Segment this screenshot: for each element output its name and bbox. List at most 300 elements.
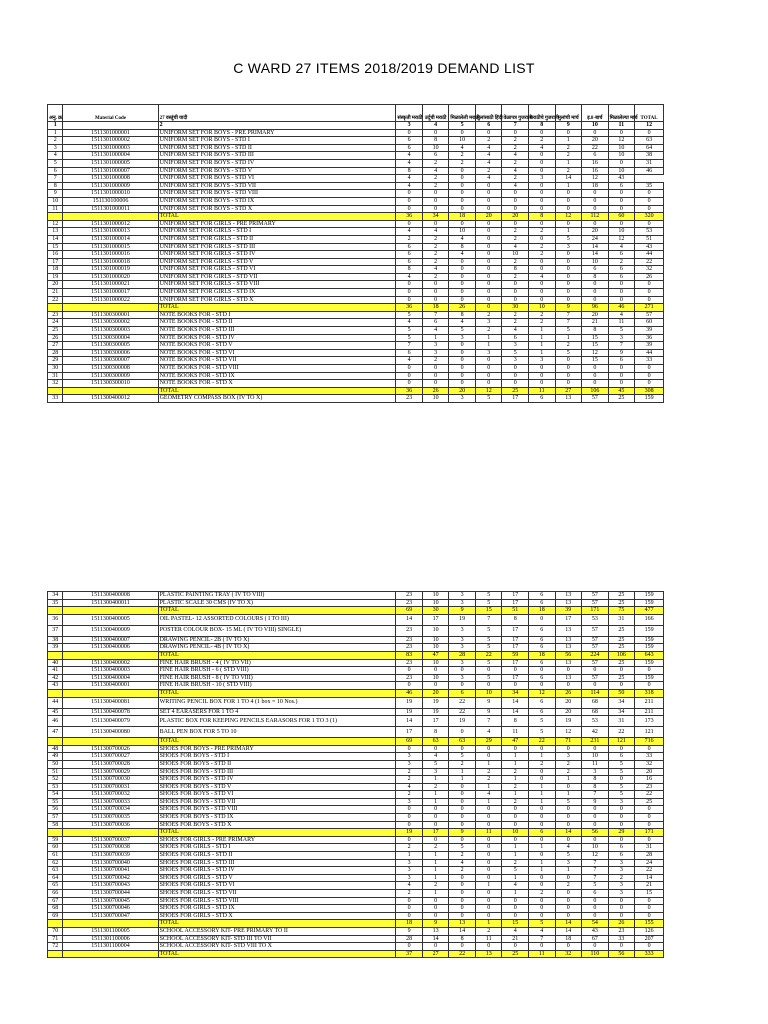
qty-cell: 0	[582, 296, 609, 304]
total-cell: 0	[635, 281, 664, 289]
qty-cell: 1	[475, 760, 502, 768]
table-row	[48, 783, 664, 791]
qty-cell: 0	[555, 289, 582, 297]
qty-cell: 13	[555, 395, 582, 403]
page-title: C WARD 27 ITEMS 2018/2019 DEMAND LIST	[233, 60, 535, 76]
qty-cell: 26	[608, 920, 635, 928]
qty-cell: 4	[529, 273, 556, 281]
total-cell: 33	[635, 357, 664, 365]
qty-cell: 0	[502, 682, 529, 690]
qty-cell: 1	[502, 760, 529, 768]
qty-cell: 3	[422, 349, 449, 357]
total-row	[48, 304, 664, 312]
qty-cell: 3	[529, 175, 556, 183]
qty-cell: 0	[449, 258, 476, 266]
sr-cell: 1	[48, 129, 63, 137]
total-cell: 57	[635, 311, 664, 319]
qty-cell: 19	[449, 716, 476, 727]
qty-cell: 11	[502, 727, 529, 738]
table-row	[48, 205, 664, 213]
qty-cell: 19	[449, 614, 476, 625]
qty-cell: 0	[529, 167, 556, 175]
material-code-cell: 1511301000004	[63, 152, 158, 160]
qty-cell: 0	[608, 365, 635, 373]
qty-cell: 0	[608, 197, 635, 205]
material-code-cell: 1511300700029	[63, 768, 158, 776]
item-name-cell: POSTER COLOUR BOX- 15 ML ( IV TO VIII) SINGLE)	[158, 625, 396, 636]
item-name-cell: SCHOOL ACCESSORY KIT- STD III TO VII	[158, 935, 396, 943]
qty-cell: 3	[449, 599, 476, 607]
total-cell: 320	[635, 213, 664, 221]
sr-cell: 26	[48, 334, 63, 342]
item-name-cell: TOTAL	[158, 651, 396, 659]
qty-cell: 1	[529, 859, 556, 867]
qty-cell: 0	[555, 897, 582, 905]
sr-cell: 28	[48, 349, 63, 357]
qty-cell: 106	[608, 651, 635, 659]
qty-cell: 1	[555, 791, 582, 799]
qty-cell: 5	[475, 674, 502, 682]
qty-cell: 0	[555, 783, 582, 791]
qty-cell: 6	[608, 844, 635, 852]
qty-cell: 0	[422, 897, 449, 905]
sr-cell: 15	[48, 243, 63, 251]
qty-cell: 0	[475, 243, 502, 251]
qty-cell: 0	[422, 380, 449, 388]
qty-cell: 0	[396, 365, 423, 373]
material-code-cell: 1511300400080	[63, 727, 158, 738]
qty-cell: 5	[449, 753, 476, 761]
sr-cell: 46	[48, 716, 63, 727]
qty-cell: 9	[582, 798, 609, 806]
table-row	[48, 708, 664, 716]
total-cell: 333	[635, 950, 664, 958]
qty-cell: 6	[582, 890, 609, 898]
qty-cell: 0	[449, 365, 476, 373]
demand-table-page-2	[47, 591, 664, 958]
qty-cell: 0	[608, 296, 635, 304]
qty-cell: 4	[449, 251, 476, 259]
qty-cell: 0	[396, 205, 423, 213]
qty-cell: 3	[608, 334, 635, 342]
qty-cell: 0	[582, 289, 609, 297]
qty-cell: 2	[396, 844, 423, 852]
qty-cell: 1	[555, 159, 582, 167]
material-code-cell: 1511301000005	[63, 159, 158, 167]
qty-cell: 0	[582, 667, 609, 675]
qty-cell: 15	[502, 920, 529, 928]
qty-cell: 2	[449, 159, 476, 167]
sr-cell	[48, 651, 63, 659]
qty-cell: 31	[608, 614, 635, 625]
sr-cell: 33	[48, 395, 63, 403]
qty-cell: 0	[475, 182, 502, 190]
qty-cell: 0	[529, 912, 556, 920]
qty-cell: 11	[608, 319, 635, 327]
total-cell: 171	[635, 829, 664, 837]
qty-cell: 17	[502, 674, 529, 682]
qty-cell: 224	[582, 651, 609, 659]
qty-cell: 0	[449, 190, 476, 198]
header-col: इ.8-बार्च	[582, 105, 609, 122]
table-row	[48, 927, 664, 935]
qty-cell: 18	[529, 651, 556, 659]
qty-cell: 0	[449, 197, 476, 205]
qty-cell: 3	[449, 625, 476, 636]
qty-cell: 0	[449, 727, 476, 738]
sr-cell: 62	[48, 859, 63, 867]
qty-cell: 14	[582, 243, 609, 251]
qty-cell: 0	[449, 281, 476, 289]
total-cell: 166	[635, 614, 664, 625]
qty-cell: 14	[396, 716, 423, 727]
qty-cell: 0	[582, 129, 609, 137]
qty-cell: 14	[555, 829, 582, 837]
qty-cell: 0	[422, 943, 449, 951]
total-cell: 0	[635, 897, 664, 905]
qty-cell: 0	[449, 882, 476, 890]
sr-cell	[48, 607, 63, 615]
material-code-cell: 1511300700034	[63, 806, 158, 814]
qty-cell: 28	[396, 935, 423, 943]
table-row	[48, 281, 664, 289]
item-name-cell: SET 4 EARASERS FOR 1 TO 4	[158, 708, 396, 716]
table-row	[48, 912, 664, 920]
qty-cell: 0	[608, 289, 635, 297]
qty-cell: 1	[422, 874, 449, 882]
qty-cell: 34	[502, 689, 529, 697]
sr-cell: 2	[48, 137, 63, 145]
sr-cell: 71	[48, 935, 63, 943]
table-row	[48, 144, 664, 152]
qty-cell: 0	[396, 806, 423, 814]
sr-cell: 49	[48, 753, 63, 761]
total-cell: 0	[635, 380, 664, 388]
qty-cell: 1	[422, 867, 449, 875]
qty-cell: 4	[396, 175, 423, 183]
sr-cell: 22	[48, 296, 63, 304]
colnum: 3	[396, 122, 423, 130]
qty-cell: 6	[422, 152, 449, 160]
qty-cell: 5	[555, 327, 582, 335]
qty-cell: 0	[608, 776, 635, 784]
sr-cell: 3	[48, 144, 63, 152]
qty-cell: 0	[396, 943, 423, 951]
table-row	[48, 311, 664, 319]
qty-cell: 0	[422, 205, 449, 213]
sr-cell: 12	[48, 220, 63, 228]
qty-cell: 0	[608, 205, 635, 213]
qty-cell: 15	[582, 357, 609, 365]
item-name-cell: UNIFORM SET FOR GIRLS - STD II	[158, 235, 396, 243]
material-code-cell: 1511300700044	[63, 890, 158, 898]
table-row	[48, 806, 664, 814]
material-code-cell: 1511301000018	[63, 258, 158, 266]
qty-cell: 4	[396, 152, 423, 160]
qty-cell: 18	[555, 935, 582, 943]
qty-cell: 13	[555, 636, 582, 644]
qty-cell: 110	[582, 950, 609, 958]
qty-cell: 5	[502, 349, 529, 357]
item-name-cell: NOTE BOOKS FOR - STD VI	[158, 349, 396, 357]
qty-cell: 6	[529, 644, 556, 652]
table-row	[48, 614, 664, 625]
qty-cell: 0	[582, 197, 609, 205]
item-name-cell: SHOES FOR GIRLS - PRE PRIMARY	[158, 836, 396, 844]
qty-cell: 10	[422, 395, 449, 403]
qty-cell: 4	[396, 783, 423, 791]
colnum: 12	[635, 122, 664, 130]
item-name-cell: NOTE BOOKS FOR - STD VII	[158, 357, 396, 365]
qty-cell: 1	[529, 867, 556, 875]
material-code-cell	[63, 304, 158, 312]
table-row	[48, 182, 664, 190]
qty-cell: 0	[475, 365, 502, 373]
qty-cell: 10	[608, 144, 635, 152]
qty-cell: 0	[555, 874, 582, 882]
qty-cell: 106	[582, 387, 609, 395]
qty-cell: 6	[396, 349, 423, 357]
qty-cell: 4	[529, 927, 556, 935]
column-number-row	[48, 122, 664, 130]
qty-cell: 22	[449, 697, 476, 708]
material-code-cell: 1511300400081	[63, 697, 158, 708]
sr-cell: 59	[48, 836, 63, 844]
qty-cell: 2	[502, 859, 529, 867]
qty-cell: 0	[449, 783, 476, 791]
qty-cell: 0	[555, 890, 582, 898]
qty-cell: 18	[529, 607, 556, 615]
total-cell: 0	[635, 220, 664, 228]
qty-cell: 16	[582, 167, 609, 175]
qty-cell: 0	[449, 912, 476, 920]
qty-cell: 23	[608, 927, 635, 935]
sr-cell: 19	[48, 273, 63, 281]
table-row	[48, 319, 664, 327]
sr-cell: 56	[48, 806, 63, 814]
qty-cell: 8	[529, 213, 556, 221]
qty-cell: 3	[449, 592, 476, 600]
qty-cell: 4	[422, 327, 449, 335]
sr-cell	[48, 387, 63, 395]
qty-cell: 0	[582, 372, 609, 380]
qty-cell: 1	[396, 852, 423, 860]
qty-cell: 0	[449, 814, 476, 822]
qty-cell: 0	[608, 372, 635, 380]
qty-cell: 0	[608, 159, 635, 167]
qty-cell: 0	[396, 190, 423, 198]
material-code-cell: 1511301000009	[63, 182, 158, 190]
item-name-cell: SHOES FOR BOYS - STD VII	[158, 798, 396, 806]
qty-cell: 2	[529, 137, 556, 145]
material-code-cell: 1511300400079	[63, 716, 158, 727]
total-cell: 0	[635, 836, 664, 844]
qty-cell: 25	[608, 674, 635, 682]
total-cell: 0	[635, 814, 664, 822]
qty-cell: 2	[502, 228, 529, 236]
qty-cell: 69	[396, 607, 423, 615]
sr-cell: 31	[48, 372, 63, 380]
material-code-cell: 1511300400008	[63, 592, 158, 600]
qty-cell: 0	[475, 905, 502, 913]
sr-cell: 21	[48, 289, 63, 297]
qty-cell: 8	[449, 935, 476, 943]
qty-cell: 10	[582, 258, 609, 266]
total-cell: 0	[635, 296, 664, 304]
qty-cell: 0	[529, 205, 556, 213]
qty-cell: 0	[475, 266, 502, 274]
qty-cell: 10	[422, 599, 449, 607]
qty-cell: 4	[422, 167, 449, 175]
qty-cell: 68	[582, 697, 609, 708]
qty-cell: 0	[555, 129, 582, 137]
item-name-cell: SHOES FOR BOYS - STD III	[158, 768, 396, 776]
qty-cell: 2	[502, 319, 529, 327]
sr-cell: 68	[48, 905, 63, 913]
qty-cell: 20	[582, 228, 609, 236]
qty-cell: 2	[555, 882, 582, 890]
sr-cell: 18	[48, 266, 63, 274]
qty-cell: 0	[475, 235, 502, 243]
qty-cell: 12	[608, 235, 635, 243]
qty-cell: 5	[608, 760, 635, 768]
total-cell: 0	[635, 129, 664, 137]
table-row	[48, 251, 664, 259]
total-cell: 159	[635, 644, 664, 652]
material-code-cell: 1511301100005	[63, 927, 158, 935]
qty-cell: 2	[529, 760, 556, 768]
qty-cell: 2	[502, 159, 529, 167]
qty-cell: 0	[502, 821, 529, 829]
qty-cell: 57	[582, 599, 609, 607]
qty-cell: 0	[475, 682, 502, 690]
qty-cell: 19	[422, 697, 449, 708]
qty-cell: 4	[396, 357, 423, 365]
total-cell: 64	[635, 144, 664, 152]
item-name-cell: UNIFORM SET FOR BOYS - STD VI	[158, 175, 396, 183]
material-code-cell: 1511300400007	[63, 636, 158, 644]
qty-cell: 2	[422, 251, 449, 259]
sr-cell: 9	[48, 190, 63, 198]
qty-cell: 4	[396, 273, 423, 281]
qty-cell: 23	[396, 599, 423, 607]
sr-cell: 55	[48, 798, 63, 806]
item-name-cell: UNIFORM SET FOR BOYS - STD IV	[158, 159, 396, 167]
qty-cell: 7	[582, 867, 609, 875]
qty-cell: 56	[582, 829, 609, 837]
qty-cell: 0	[449, 220, 476, 228]
qty-cell: 4	[475, 159, 502, 167]
qty-cell: 0	[582, 821, 609, 829]
qty-cell: 11	[582, 760, 609, 768]
qty-cell: 4	[396, 882, 423, 890]
total-cell: 25	[635, 798, 664, 806]
material-code-cell: 1511300700038	[63, 844, 158, 852]
table-row	[48, 190, 664, 198]
qty-cell: 0	[555, 372, 582, 380]
qty-cell: 0	[475, 129, 502, 137]
sr-cell: 69	[48, 912, 63, 920]
qty-cell: 0	[422, 806, 449, 814]
qty-cell: 0	[396, 129, 423, 137]
qty-cell: 0	[582, 836, 609, 844]
qty-cell: 0	[608, 912, 635, 920]
qty-cell: 0	[422, 281, 449, 289]
item-name-cell: UNIFORM SET FOR GIRLS - PRE PRIMARY	[158, 220, 396, 228]
qty-cell: 47	[502, 738, 529, 746]
table-row	[48, 659, 664, 667]
qty-cell: 2	[422, 273, 449, 281]
qty-cell: 46	[608, 304, 635, 312]
table-row	[48, 852, 664, 860]
total-cell: 20	[635, 768, 664, 776]
qty-cell: 17	[396, 727, 423, 738]
qty-cell: 0	[396, 905, 423, 913]
total-cell: 0	[635, 372, 664, 380]
table-row	[48, 844, 664, 852]
qty-cell: 2	[475, 776, 502, 784]
table-row	[48, 175, 664, 183]
total-cell: 63	[635, 137, 664, 145]
qty-cell: 0	[555, 745, 582, 753]
total-cell: 39	[635, 327, 664, 335]
qty-cell: 18	[422, 304, 449, 312]
item-name-cell: DRAWING PENCIL- 2B ( IV TO X)	[158, 636, 396, 644]
qty-cell: 18	[449, 213, 476, 221]
item-name-cell: UNIFORM SET FOR BOYS - STD III	[158, 152, 396, 160]
qty-cell: 3	[608, 867, 635, 875]
qty-cell: 17	[502, 592, 529, 600]
qty-cell: 0	[529, 159, 556, 167]
qty-cell: 10	[422, 674, 449, 682]
qty-cell: 0	[582, 205, 609, 213]
qty-cell: 3	[582, 768, 609, 776]
qty-cell: 0	[555, 357, 582, 365]
qty-cell: 5	[555, 798, 582, 806]
qty-cell: 0	[396, 814, 423, 822]
material-code-cell: 1511301000008	[63, 175, 158, 183]
qty-cell: 4	[475, 152, 502, 160]
sr-cell: 37	[48, 625, 63, 636]
qty-cell: 45	[608, 387, 635, 395]
material-code-cell: 1511300300008	[63, 365, 158, 373]
qty-cell: 18	[582, 182, 609, 190]
qty-cell: 0	[396, 745, 423, 753]
qty-cell: 0	[422, 296, 449, 304]
table-row	[48, 753, 664, 761]
qty-cell: 14	[449, 927, 476, 935]
qty-cell: 13	[555, 659, 582, 667]
qty-cell: 10	[502, 829, 529, 837]
total-cell: 43	[635, 243, 664, 251]
qty-cell: 5	[555, 852, 582, 860]
material-code-cell: 1511301000012	[63, 220, 158, 228]
table-row	[48, 289, 664, 297]
qty-cell: 2	[608, 874, 635, 882]
qty-cell: 4	[608, 243, 635, 251]
qty-cell: 15	[582, 334, 609, 342]
qty-cell: 2	[449, 760, 476, 768]
qty-cell: 0	[529, 380, 556, 388]
qty-cell: 0	[555, 251, 582, 259]
sr-cell: 38	[48, 636, 63, 644]
material-code-cell: 1511300700040	[63, 859, 158, 867]
qty-cell: 0	[529, 667, 556, 675]
material-code-cell	[63, 829, 158, 837]
qty-cell: 3	[555, 243, 582, 251]
qty-cell: 1	[449, 776, 476, 784]
qty-cell: 0	[555, 197, 582, 205]
